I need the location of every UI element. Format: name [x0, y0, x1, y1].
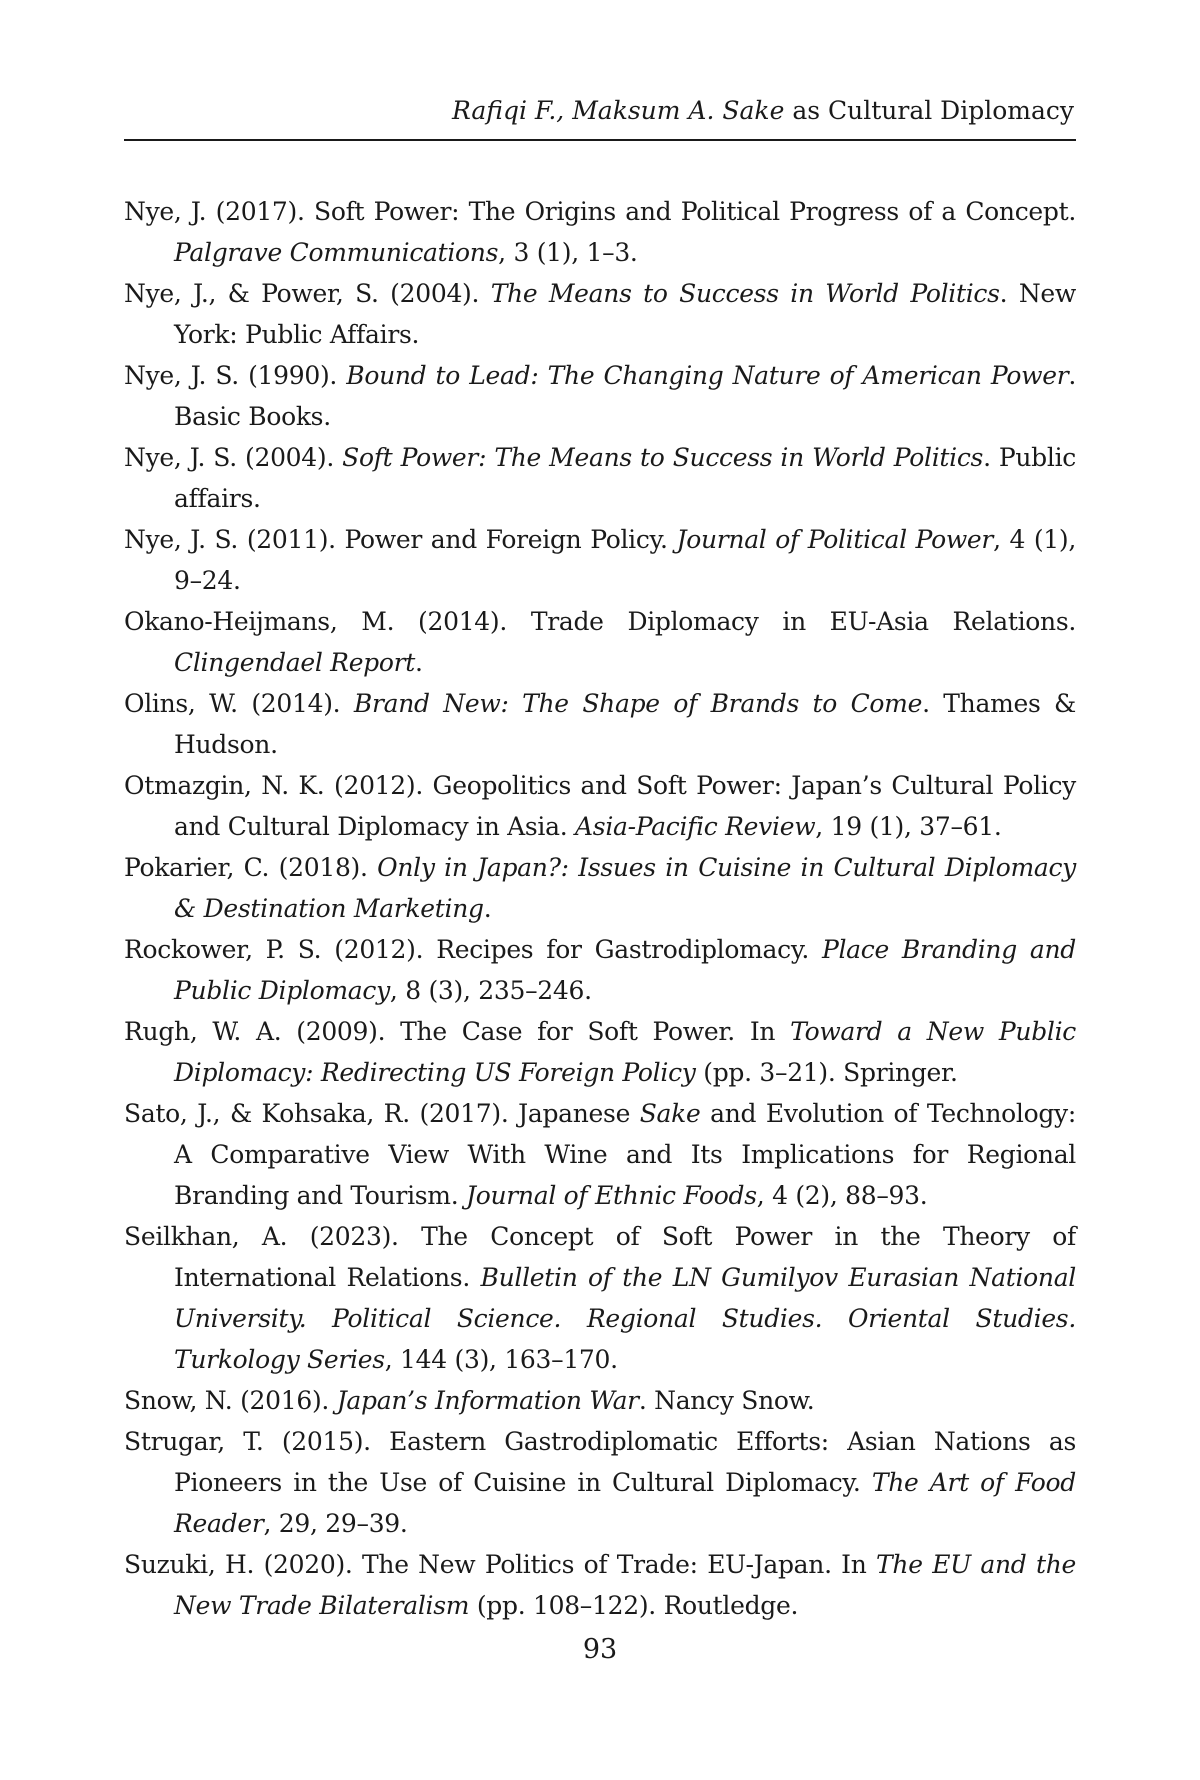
reference-text: Pokarier, C. (2018). [124, 853, 378, 882]
reference-source: Brand New: The Shape of Brands to Come [353, 689, 923, 718]
reference-source: The Art of Food Reader [174, 1468, 1077, 1538]
reference-source: Asia-Pacific Review [575, 812, 816, 841]
reference-text: . Basic Books. [174, 361, 1076, 431]
reference-item [124, 847, 1076, 929]
reference-text: Rockower, P. S. (2012). Recipes for Gastrodiplomacy. [124, 935, 822, 964]
reference-source: The Means to Success in World Politics [490, 279, 1000, 308]
reference-text: Rugh, W. A. (2009). The Case for Soft Power. In [124, 1017, 791, 1046]
reference-item [124, 191, 1076, 273]
reference-text: . Public affairs. [174, 443, 1076, 513]
reference-text: Sato, J., & Kohsaka, R. (2017). Japanese [124, 1099, 640, 1128]
reference-text: Nye, J. S. (1990). [124, 361, 347, 390]
header-title-rest: as Cultural Diplomacy [784, 96, 1074, 125]
reference-source: Palgrave Communications [174, 238, 499, 267]
reference-item [124, 929, 1076, 1011]
reference-text: Okano-Heijmans, M. (2014). Trade Diplomacy in EU-Asia Relations. [124, 607, 1076, 636]
reference-source: Journal of Political Power [676, 525, 994, 554]
reference-item [124, 1544, 1076, 1626]
reference-text: Otmazgin, N. K. (2012). Geopolitics and Soft Power: Japan’s Cultural Policy and Cultural Diplomacy in Asia. [124, 771, 1076, 841]
reference-source: Journal of Ethnic Foods [466, 1181, 757, 1210]
reference-source: Bulletin of the LN Gumilyov Eurasian National University. Political Science. Regional Studies. Oriental Studies. Turkology Series [174, 1263, 1076, 1374]
reference-item [124, 683, 1076, 765]
reference-source: The EU and the New Trade Bilateralism [174, 1550, 1077, 1620]
reference-text: , 19 (1), 37–61. [815, 812, 1002, 841]
reference-text: Nye, J. (2017). Soft Power: The Origins and Political Progress of a Concept. [124, 197, 1076, 226]
reference-text: (pp. 108–122). Routledge. [469, 1591, 799, 1620]
reference-source: Bound to Lead: The Changing Nature of American Power [346, 361, 1069, 390]
reference-text: . Nancy Snow. [638, 1386, 815, 1415]
reference-item [124, 601, 1076, 683]
reference-text: , 29, 29–39. [263, 1509, 408, 1538]
reference-item [124, 1421, 1076, 1544]
reference-item [124, 355, 1076, 437]
reference-item [124, 1011, 1076, 1093]
reference-text: Nye, J., & Power, S. (2004). [124, 279, 491, 308]
reference-source: Japan’s Information War [336, 1386, 639, 1415]
reference-item [124, 437, 1076, 519]
header-rule [124, 139, 1076, 141]
reference-text: . [483, 894, 492, 923]
running-header [124, 94, 1074, 128]
reference-list [124, 191, 1076, 1626]
reference-item [124, 1216, 1076, 1380]
reference-text: Nye, J. S. (2004). [124, 443, 343, 472]
reference-item [124, 1093, 1076, 1216]
reference-text: . Thames & Hudson. [174, 689, 1077, 759]
reference-text: Olins, W. (2014). [124, 689, 354, 718]
reference-text: Seilkhan, A. (2023). The Concept of Soft Power in the Theory of International Relations. [124, 1222, 1076, 1292]
reference-text: Suzuki, H. (2020). The New Politics of Trade: EU-Japan. In [124, 1550, 877, 1579]
reference-source: Sake [639, 1099, 701, 1128]
reference-text: (pp. 3–21). Springer. [695, 1058, 958, 1087]
reference-item [124, 519, 1076, 601]
reference-text: Strugar, T. (2015). Eastern Gastrodiplomatic Efforts: Asian Nations as Pioneers in the Use of Cuisine in Cultural Diplomacy. [124, 1427, 1076, 1497]
reference-item [124, 273, 1076, 355]
reference-source: Soft Power: The Means to Success in World Politics [342, 443, 984, 472]
reference-text: , 4 (2), 88–93. [756, 1181, 928, 1210]
reference-item [124, 1380, 1076, 1421]
reference-text: , 4 (1), 9–24. [174, 525, 1077, 595]
reference-source: Place Branding and Public Diplomacy [174, 935, 1077, 1005]
reference-text: Nye, J. S. (2011). Power and Foreign Policy. [124, 525, 677, 554]
reference-item [124, 765, 1076, 847]
header-authors: Rafiqi F., Maksum A. [451, 96, 715, 125]
header-title-italic: Sake [722, 96, 785, 125]
reference-text: , 8 (3), 235–246. [389, 976, 592, 1005]
reference-text: , 144 (3), 163–170. [384, 1345, 618, 1374]
reference-text: and Evolution of Technology: A Comparative View With Wine and Its Implications for Regional Branding and Tourism. [174, 1099, 1076, 1210]
reference-text: , 3 (1), 1–3. [498, 238, 638, 267]
reference-source: Clingendael Report [174, 648, 416, 677]
reference-text: . [415, 648, 423, 677]
reference-source: Toward a New Public Diplomacy: Redirecting US Foreign Policy [174, 1017, 1076, 1087]
page-number: 93 [582, 1634, 618, 1665]
reference-text: . New York: Public Affairs. [174, 279, 1076, 349]
reference-text: Snow, N. (2016). [124, 1386, 337, 1415]
reference-source: Only in Japan?: Issues in Cuisine in Cultural Diplomacy & Destination Marketing [174, 853, 1076, 923]
